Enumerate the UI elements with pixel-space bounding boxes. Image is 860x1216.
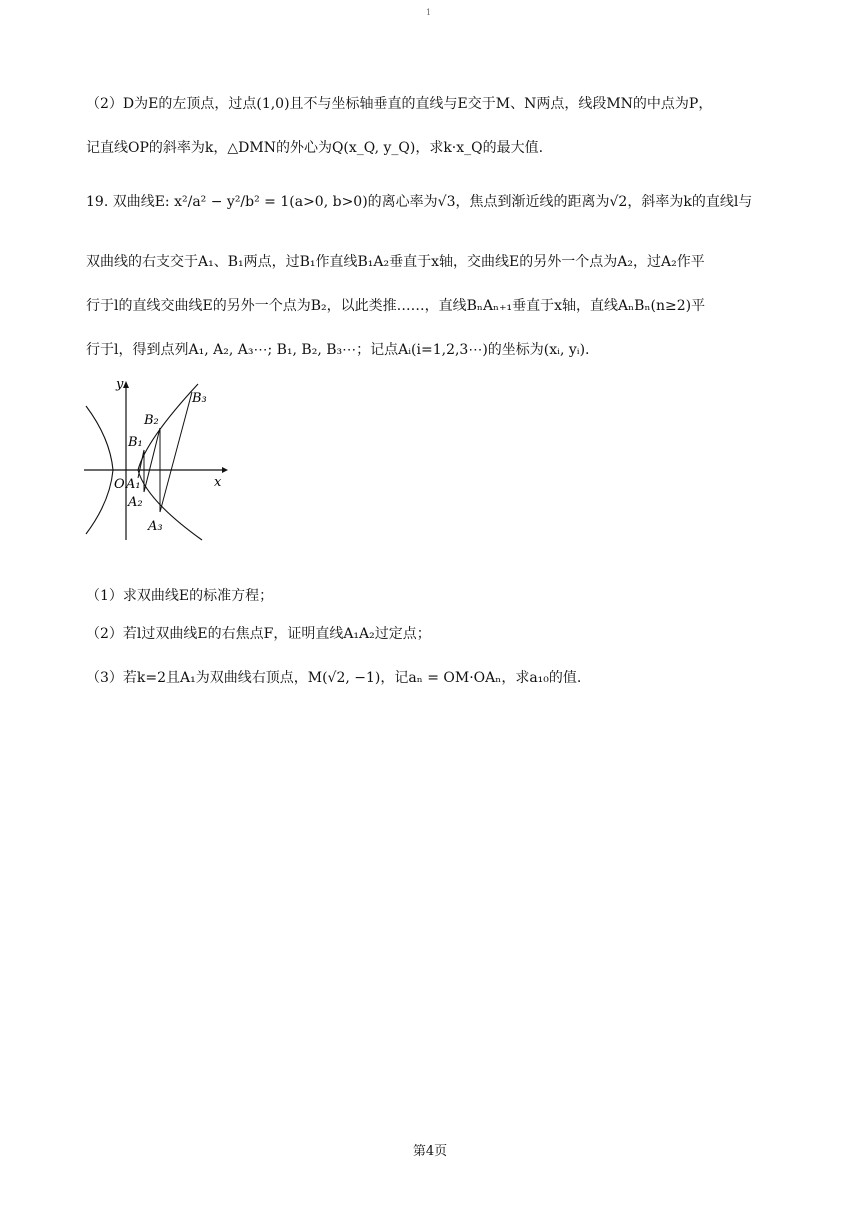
label-B3: B₃ [192, 391, 207, 406]
q18-part2-line2: 记直线OP的斜率为k，△DMN的外心为Q(x_Q, y_Q)，求k·x_Q的最大值. [86, 140, 544, 156]
q19-line2: 双曲线的右支交于A₁、B₁两点，过B₁作直线B₁A₂垂直于x轴，交曲线E的另外一个点为A₂，过A₂作平 [86, 254, 705, 270]
label-B1: B₁ [128, 435, 143, 450]
q19-line1: 19. 双曲线E: x²/a² − y²/b² = 1(a>0, b>0)的离心率为√3，焦点到渐近线的距离为√2，斜率为k的直线l与 [86, 194, 753, 210]
subquestion-2: （2）若l过双曲线E的右焦点F，证明直线A₁A₂过定点； [86, 626, 431, 642]
x-axis-arrow [222, 467, 228, 473]
q18-part2-line1: （2）D为E的左顶点，过点(1,0)且不与坐标轴垂直的直线与E交于M、N两点，线段MN的中点为P， [86, 96, 713, 112]
segment-A3B3 [160, 392, 192, 512]
label-A2: A₂ [128, 495, 143, 510]
subquestion-3: （3）若k=2且A₁为双曲线右顶点，M(√2, −1)，记aₙ = OM·OAₙ，求a₁₀的值. [86, 670, 582, 686]
label-A3: A₃ [148, 519, 163, 534]
segment-A2B2 [144, 428, 160, 492]
label-B2: B₂ [144, 413, 159, 428]
page-number: 第4页 [412, 1144, 448, 1159]
hyperbola-figure [80, 378, 240, 546]
right-branch [138, 384, 202, 540]
y-axis-label: y [116, 378, 124, 392]
x-axis-label: x [214, 475, 222, 490]
subquestion-1: （1）求双曲线E的标准方程； [86, 588, 274, 604]
q19-line3: 行于l的直线交曲线E的另外一个点为B₂，以此类推……，直线BₙAₙ₊₁垂直于x轴，直线AₙBₙ(n≥2)平 [86, 298, 706, 314]
segment-A1B1 [138, 450, 144, 478]
q19-line4: 行于l，得到点列A₁, A₂, A₃⋯; B₁, B₂, B₃⋯；记点Aᵢ(i=1,2,3⋯)的坐标为(xᵢ, yᵢ). [86, 342, 590, 358]
header-mark: 1 [426, 8, 432, 17]
origin-label: O [114, 477, 125, 492]
label-A1: A₁ [126, 477, 141, 492]
y-axis-arrow [123, 381, 129, 388]
